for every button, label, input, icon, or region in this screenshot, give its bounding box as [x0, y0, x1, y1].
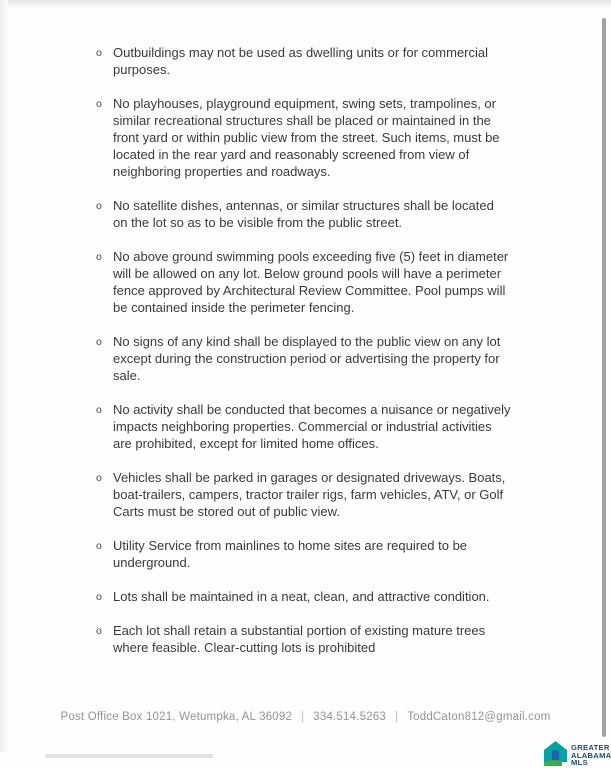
- bullet-marker: o: [96, 404, 102, 416]
- list-item: [96, 588, 511, 605]
- bullet-text: Vehicles shall be parked in garages or designated driveways. Boats, boat-trailers, campers, tractor trailer rigs, farm vehicles, ATV, or Golf Carts must be stored out of public view.: [113, 470, 506, 519]
- bullet-marker: o: [96, 336, 102, 348]
- page-edge-bottom-shadow: [45, 754, 213, 758]
- bullet-text: No satellite dishes, antennas, or similar structures shall be located on the lot so as to be visible from the public street.: [113, 198, 494, 230]
- footer-phone: 334.514.5263: [313, 711, 386, 723]
- logo-line-3: MLS: [571, 758, 588, 768]
- list-item: [96, 44, 511, 78]
- logo-text: [571, 744, 611, 767]
- list-item: [96, 622, 511, 656]
- bullet-text: Utility Service from mainlines to home sites are required to be underground.: [113, 538, 468, 570]
- bullet-marker: o: [96, 98, 102, 110]
- bullet-text: Outbuildings may not be used as dwelling units or for commercial purposes.: [113, 45, 489, 77]
- list-item: [96, 95, 511, 180]
- house-icon: [542, 740, 569, 767]
- list-item: [96, 401, 511, 452]
- bullet-text: No playhouses, playground equipment, swing sets, trampolines, or similar recreational structures shall be placed or maintained in the front yard or within public view from the street. Such items, must be located in the rear yard and reasonably screened from view of neighboring properties and roadways.: [113, 96, 500, 179]
- bullet-text: Each lot shall retain a substantial portion of existing mature trees where feasible. Clear-cutting lots is prohibited: [113, 623, 486, 655]
- scrollbar-thumb[interactable]: [602, 18, 606, 737]
- footer: [0, 711, 611, 723]
- bullet-marker: o: [96, 47, 102, 59]
- page-edge-left: [0, 0, 8, 752]
- bullet-marker: o: [96, 472, 102, 484]
- bullet-text: No activity shall be conducted that becomes a nuisance or negatively impacts neighboring properties. Commercial or industrial activities are prohibited, except for limited home offices.: [113, 402, 511, 451]
- list-item: [96, 197, 511, 231]
- list-item: [96, 248, 511, 316]
- bullet-marker: o: [96, 251, 102, 263]
- mls-logo: [542, 740, 611, 767]
- list-item: [96, 333, 511, 384]
- logo-line-1: GREATER: [571, 743, 610, 752]
- bullet-marker: o: [96, 591, 102, 603]
- footer-separator: |: [395, 711, 399, 723]
- bullet-text: No signs of any kind shall be displayed to the public view on any lot except during the construction period or advertising the property for sale.: [113, 334, 501, 383]
- list-item: [96, 537, 511, 571]
- footer-email: ToddCaton812@gmail.com: [407, 711, 551, 723]
- page-edge-top: [0, 0, 611, 9]
- bullet-text: Lots shall be maintained in a neat, clean, and attractive condition.: [113, 589, 490, 604]
- bullet-marker: o: [96, 540, 102, 552]
- bullet-marker: o: [96, 625, 102, 637]
- logo-line-2: ALABAMA: [571, 750, 611, 760]
- content-list: [96, 44, 511, 673]
- footer-separator: |: [301, 711, 305, 723]
- list-item: [96, 469, 511, 520]
- bullet-marker: o: [96, 200, 102, 212]
- footer-address: Post Office Box 1021, Wetumpka, AL 36092: [60, 711, 293, 723]
- bullet-text: No above ground swimming pools exceeding five (5) feet in diameter will be allowed on any lot. Below ground pools will have a perimeter fence approved by Architectural Review Committee. Pool pumps will be contained inside the perimeter fencing.: [113, 249, 509, 315]
